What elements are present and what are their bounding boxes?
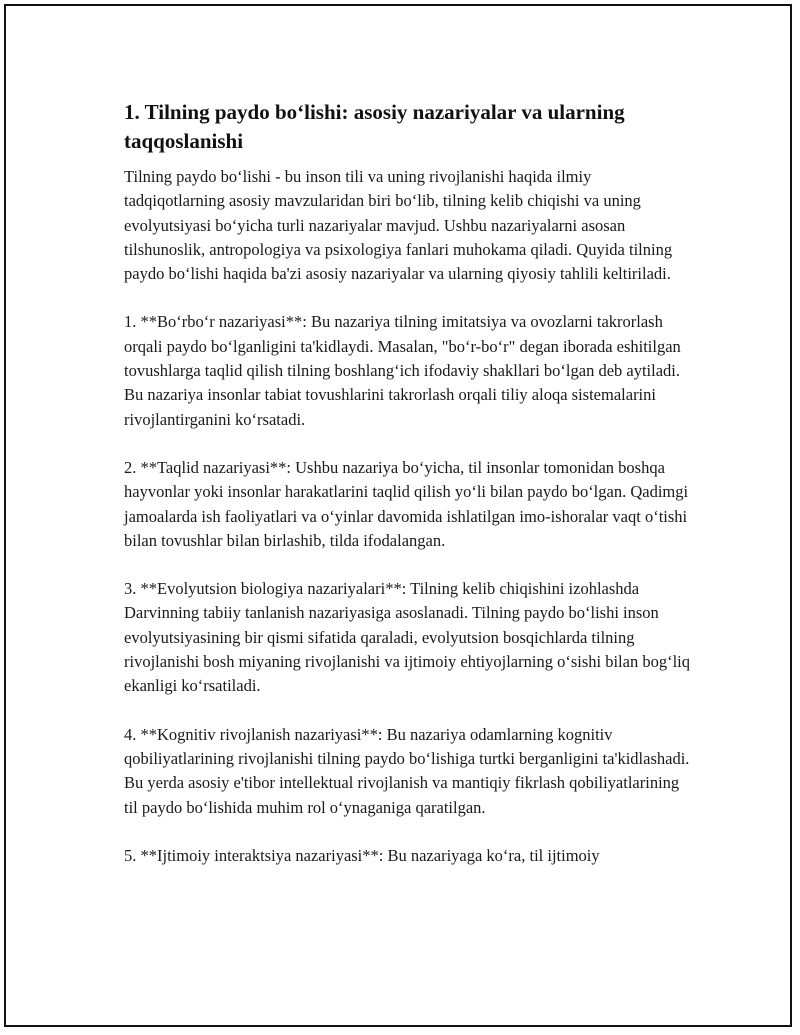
- document-body: [124, 98, 694, 892]
- theory-paragraph-1: 1. **Bo‘rbo‘r nazariyasi**: Bu nazariya tilning imitatsiya va ovozlarni takrorlash orqali paydo bo‘lganligini ta'kidlaydi. Masalan, "bo‘r-bo‘r" degan iborada eshitilgan tovushlarga taqlid qilish tilning boshlang‘ich ifodaviy shakllari bo‘lgan deb aytiladi. Bu nazariya insonlar tabiat tovushlarini takrorlash orqali tiliy aloqa sistemalarini rivojlantirganini ko‘rsatadi.: [124, 312, 681, 429]
- theory-paragraph-2: 2. **Taqlid nazariyasi**: Ushbu nazariya bo‘yicha, til insonlar tomonidan boshqa hayvonlar yoki insonlar harakatlarini taqlid qilish yo‘li bilan paydo bo‘lgan. Qadimgi jamoalarda ish faoliyatlari va o‘yinlar davomida ishlatilgan imo-ishoralar vaqt o‘tishi bilan tovushlar bilan birlashib, tilda ifodalangan.: [124, 457, 689, 550]
- theory-paragraph-3: 3. **Evolyutsion biologiya nazariyalari**: Tilning kelib chiqishini izohlashda Darvinning tabiiy tanlanish nazariyasiga asoslanadi. Tilning paydo bo‘lishi inson evolyutsiyasining bir qismi sifatida qaraladi, evolyutsion bosqichlarda tilning rivojlanishi bosh miyaning rivojlanishi va ijtimoiy ehtiyojlarning o‘sishi bilan bog‘liq ekanligi ko‘rsatiladi.: [124, 579, 690, 696]
- intro-paragraph: Tilning paydo bo‘lishi - bu inson tili va uning rivojlanishi haqida ilmiy tadqiqotlarning asosiy mavzularidan biri bo‘lib, tilning kelib chiqishi va uning evolyutsiyasi bo‘yicha turli nazariyalar mavjud. Ushbu nazariyalarni asosan tilshunoslik, antropologiya va psixologiya fanlari muhokama qiladi. Quyida tilning paydo bo‘lishi haqida ba'zi asosiy nazariyalar va ularning qiyosiy tahlili keltiriladi.: [124, 167, 673, 284]
- theory-paragraph-4: 4. **Kognitiv rivojlanish nazariyasi**: Bu nazariya odamlarning kognitiv qobiliyatlarining rivojlanishi tilning paydo bo‘lishiga turtki berganligini ta'kidlashadi. Bu yerda asosiy e'tibor intellektual rivojlanish va mantiqiy fikrlash qobiliyatlarining til paydo bo‘lishida muhim rol o‘ynaganiga qaratilgan.: [124, 724, 690, 817]
- page-frame: [4, 4, 792, 1027]
- theory-paragraph-5: 5. **Ijtimoiy interaktsiya nazariyasi**: Bu nazariyaga ko‘ra, til ijtimoiy: [124, 845, 600, 865]
- section-heading: 1. Tilning paydo bo‘lishi: asosiy nazariyalar va ularning taqqoslanishi: [124, 100, 625, 153]
